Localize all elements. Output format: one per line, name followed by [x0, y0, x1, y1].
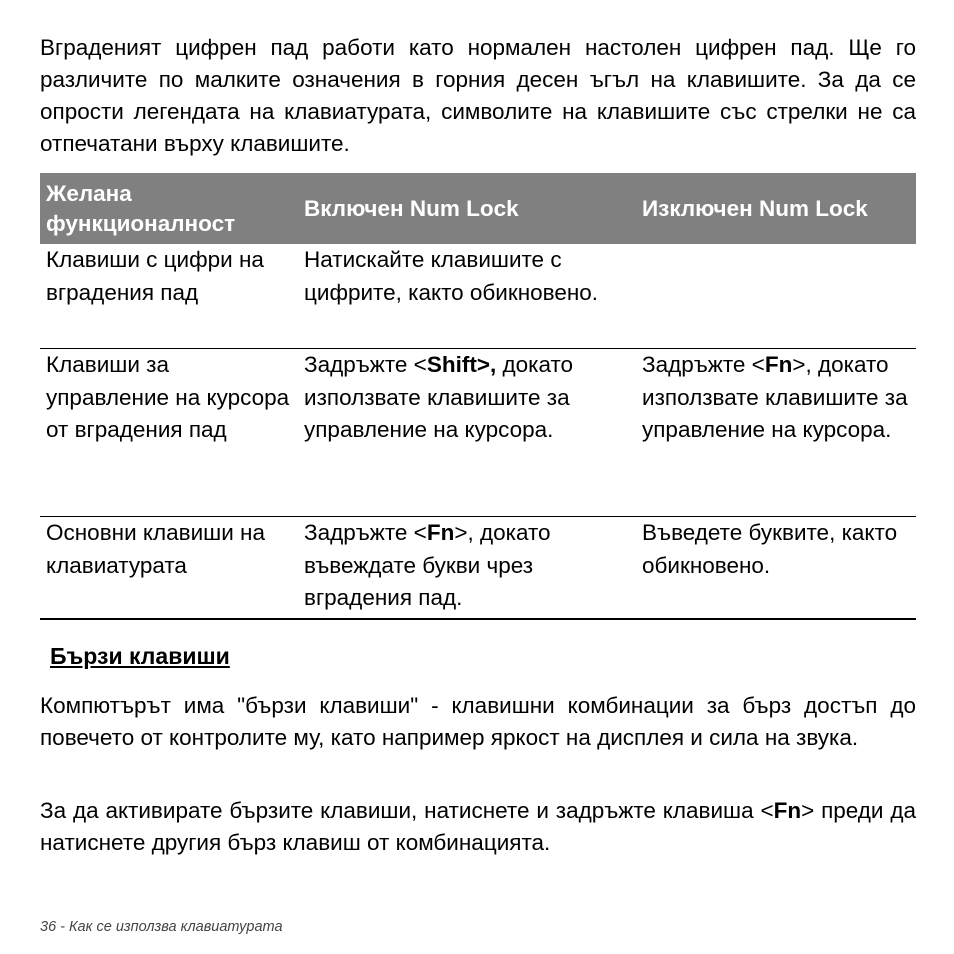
cell-function: Основни клавиши на клавиатурата	[40, 517, 298, 620]
cell-num-lock-on	[298, 349, 636, 517]
cell-function: Клавиши за управление на курсора от вградения пад	[40, 349, 298, 517]
cell-num-lock-on: Натискайте клавишите с цифрите, както обикновено.	[298, 244, 636, 349]
section-heading: Бързи клавиши	[50, 643, 230, 669]
table-row	[40, 244, 916, 349]
text-fragment: >, докато въвеждате букви чрез вградения пад.	[304, 520, 551, 610]
table-row	[40, 517, 916, 620]
hotkeys-paragraph: Компютърът има "бързи клавиши" - клавишни комбинации за бърз достъп до повечето от контролите му, като например яркост на дисплея и сила на звука.	[40, 693, 916, 750]
intro-paragraph: Вграденият цифрен пад работи като нормален настолен цифрен пад. Ще го различите по малките означения в горния десен ъгъл на клавишите. За да се опрости легендата на клавиатурата, символите на клавишите със стрелки не са отпечатани върху клавишите.	[40, 35, 916, 156]
cell-num-lock-on	[298, 517, 636, 620]
text-fragment: Задръжте <	[304, 352, 427, 377]
header-function: Желана функционалност	[40, 173, 298, 244]
header-num-lock-on: Включен Num Lock	[298, 173, 636, 244]
text-fragment: > преди да натиснете другия бърз клавиш от комбинацията.	[40, 798, 916, 855]
key-name: Fn	[426, 520, 455, 545]
cell-function: Клавиши с цифри на вградения пад	[40, 244, 298, 349]
text-fragment: >,	[476, 352, 497, 377]
cell-num-lock-off	[636, 244, 916, 349]
header-num-lock-off: Изключен Num Lock	[636, 173, 916, 244]
text-fragment: Задръжте <	[642, 352, 765, 377]
table-header-row	[40, 173, 916, 244]
table-row	[40, 349, 916, 517]
text-fragment: докато използвате клавишите за управление на курсора.	[304, 352, 574, 442]
numpad-function-table	[40, 173, 916, 620]
text-fragment: Задръжте <	[304, 520, 427, 545]
text-fragment: >, докато използвате клавишите за управление на курсора.	[642, 352, 908, 442]
cell-num-lock-off: Въведете буквите, както обикновено.	[636, 517, 916, 620]
cell-num-lock-off	[636, 349, 916, 517]
text-fragment: За да активирате бързите клавиши, натиснете и задръжте клавиша <	[40, 798, 774, 823]
key-name: Fn	[773, 798, 802, 823]
page-footer: 36 - Как се използва клавиатурата	[40, 919, 283, 935]
key-name: Shift	[426, 352, 477, 377]
hotkeys-activation-paragraph	[40, 795, 916, 859]
key-name: Fn	[764, 352, 793, 377]
